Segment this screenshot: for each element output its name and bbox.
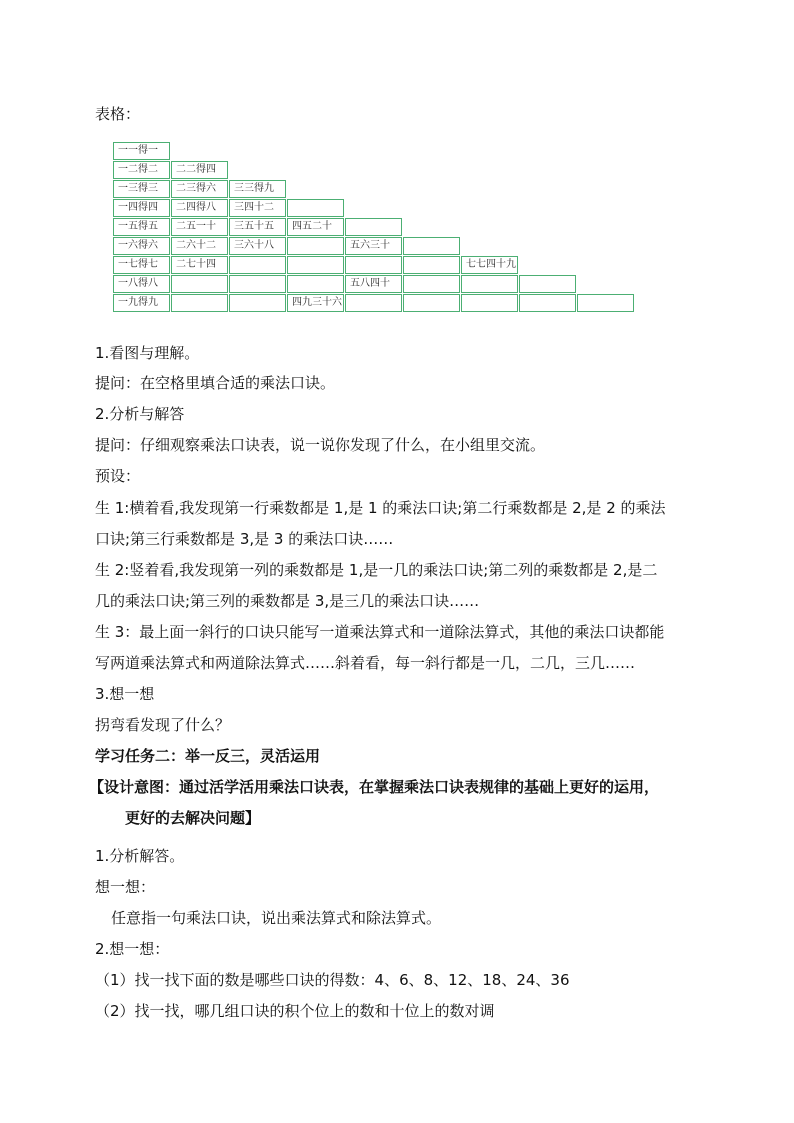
- table-cell: [461, 294, 518, 312]
- table-cell: [519, 275, 576, 293]
- table-cell: 二七十四: [171, 256, 228, 274]
- text-line-6: 生 1:横着看,我发现第一行乘数都是 1,是 1 的乘法口诀;第二行乘数都是 2,是 2 的乘法: [95, 499, 666, 517]
- table-cell: [287, 237, 344, 255]
- table-cell: [287, 275, 344, 293]
- table-cell: 一七得七: [113, 256, 170, 274]
- text-line-4: 提问：仔细观察乘法口诀表，说一说你发现了什么，在小组里交流。: [95, 436, 546, 454]
- text-line-12: 3.想一想: [95, 685, 155, 703]
- text-line-2: 提问：在空格里填合适的乘法口诀。: [95, 374, 336, 392]
- table-cell: 三六十八: [229, 237, 286, 255]
- text-line-22: （2）找一找，哪几组口诀的积个位上的数和十位上的数对调: [95, 1002, 495, 1020]
- table-cell: [345, 256, 402, 274]
- table-cell: [287, 256, 344, 274]
- text-line-11: 写两道乘法算式和两道除法算式……斜着看，每一斜行都是一几，二几，三几……: [95, 654, 636, 672]
- table-cell: 五八四十: [345, 275, 402, 293]
- table-cell: [287, 199, 344, 217]
- table-cell: 一九得九: [113, 294, 170, 312]
- table-cell: 三三得九: [229, 180, 286, 198]
- task-heading: 学习任务二：举一反三，灵活运用: [95, 747, 321, 765]
- table-cell: 三四十二: [229, 199, 286, 217]
- table-cell: 一五得五: [113, 218, 170, 236]
- text-line-1: 1.看图与理解。: [95, 344, 200, 362]
- text-line-21: （1）找一找下面的数是哪些口诀的得数：4、6、8、12、18、24、36: [95, 971, 570, 989]
- table-cell: 一六得六: [113, 237, 170, 255]
- text-line-17: 1.分析解答。: [95, 847, 185, 865]
- table-cell: [229, 256, 286, 274]
- text-line-19: 任意指一句乘法口诀，说出乘法算式和除法算式。: [111, 909, 442, 927]
- table-cell: [577, 294, 634, 312]
- table-cell: 三五十五: [229, 218, 286, 236]
- table-cell: [461, 275, 518, 293]
- section-heading: 表格：: [95, 105, 141, 123]
- table-cell: [403, 256, 460, 274]
- text-line-5: 预设：: [95, 467, 141, 485]
- text-line-9: 几的乘法口诀;第三列的乘数都是 3,是三几的乘法口诀……: [95, 592, 480, 610]
- table-cell: 二二得四: [171, 161, 228, 179]
- table-cell: [403, 275, 460, 293]
- table-cell: 一三得三: [113, 180, 170, 198]
- table-cell: [403, 294, 460, 312]
- table-cell: 七七四十九: [461, 256, 518, 274]
- table-cell: [345, 218, 402, 236]
- text-line-3: 2.分析与解答: [95, 405, 185, 423]
- table-cell: [229, 294, 286, 312]
- table-cell: [171, 294, 228, 312]
- table-cell: 二四得八: [171, 199, 228, 217]
- table-cell: 二六十二: [171, 237, 228, 255]
- table-cell: 一一得一: [113, 142, 170, 160]
- table-cell: 四九三十六: [287, 294, 344, 312]
- table-cell: [229, 275, 286, 293]
- text-line-8: 生 2:竖着看,我发现第一列的乘数都是 1,是一几的乘法口诀;第二列的乘数都是 2,是二: [95, 561, 658, 579]
- table-cell: [403, 237, 460, 255]
- table-cell: 四五二十: [287, 218, 344, 236]
- design-intent-cont: 更好的去解决问题】: [125, 809, 261, 827]
- text-line-7: 口诀;第三行乘数都是 3,是 3 的乘法口诀……: [95, 530, 394, 548]
- text-line-10: 生 3：最上面一斜行的口诀只能写一道乘法算式和一道除法算式，其他的乘法口诀都能: [95, 623, 665, 641]
- table-cell: 一二得二: [113, 161, 170, 179]
- table-cell: 一四得四: [113, 199, 170, 217]
- table-cell: [345, 294, 402, 312]
- table-cell: 五六三十: [345, 237, 402, 255]
- table-cell: [519, 294, 576, 312]
- table-cell: [171, 275, 228, 293]
- text-line-18: 想一想：: [95, 878, 156, 896]
- table-cell: 一八得八: [113, 275, 170, 293]
- table-cell: 二五一十: [171, 218, 228, 236]
- design-intent: 【设计意图：通过活学活用乘法口诀表，在掌握乘法口诀表规律的基础上更好的运用，: [89, 778, 660, 796]
- text-line-20: 2.想一想：: [95, 940, 170, 958]
- text-line-13: 拐弯看发现了什么？: [95, 716, 231, 734]
- table-cell: 二三得六: [171, 180, 228, 198]
